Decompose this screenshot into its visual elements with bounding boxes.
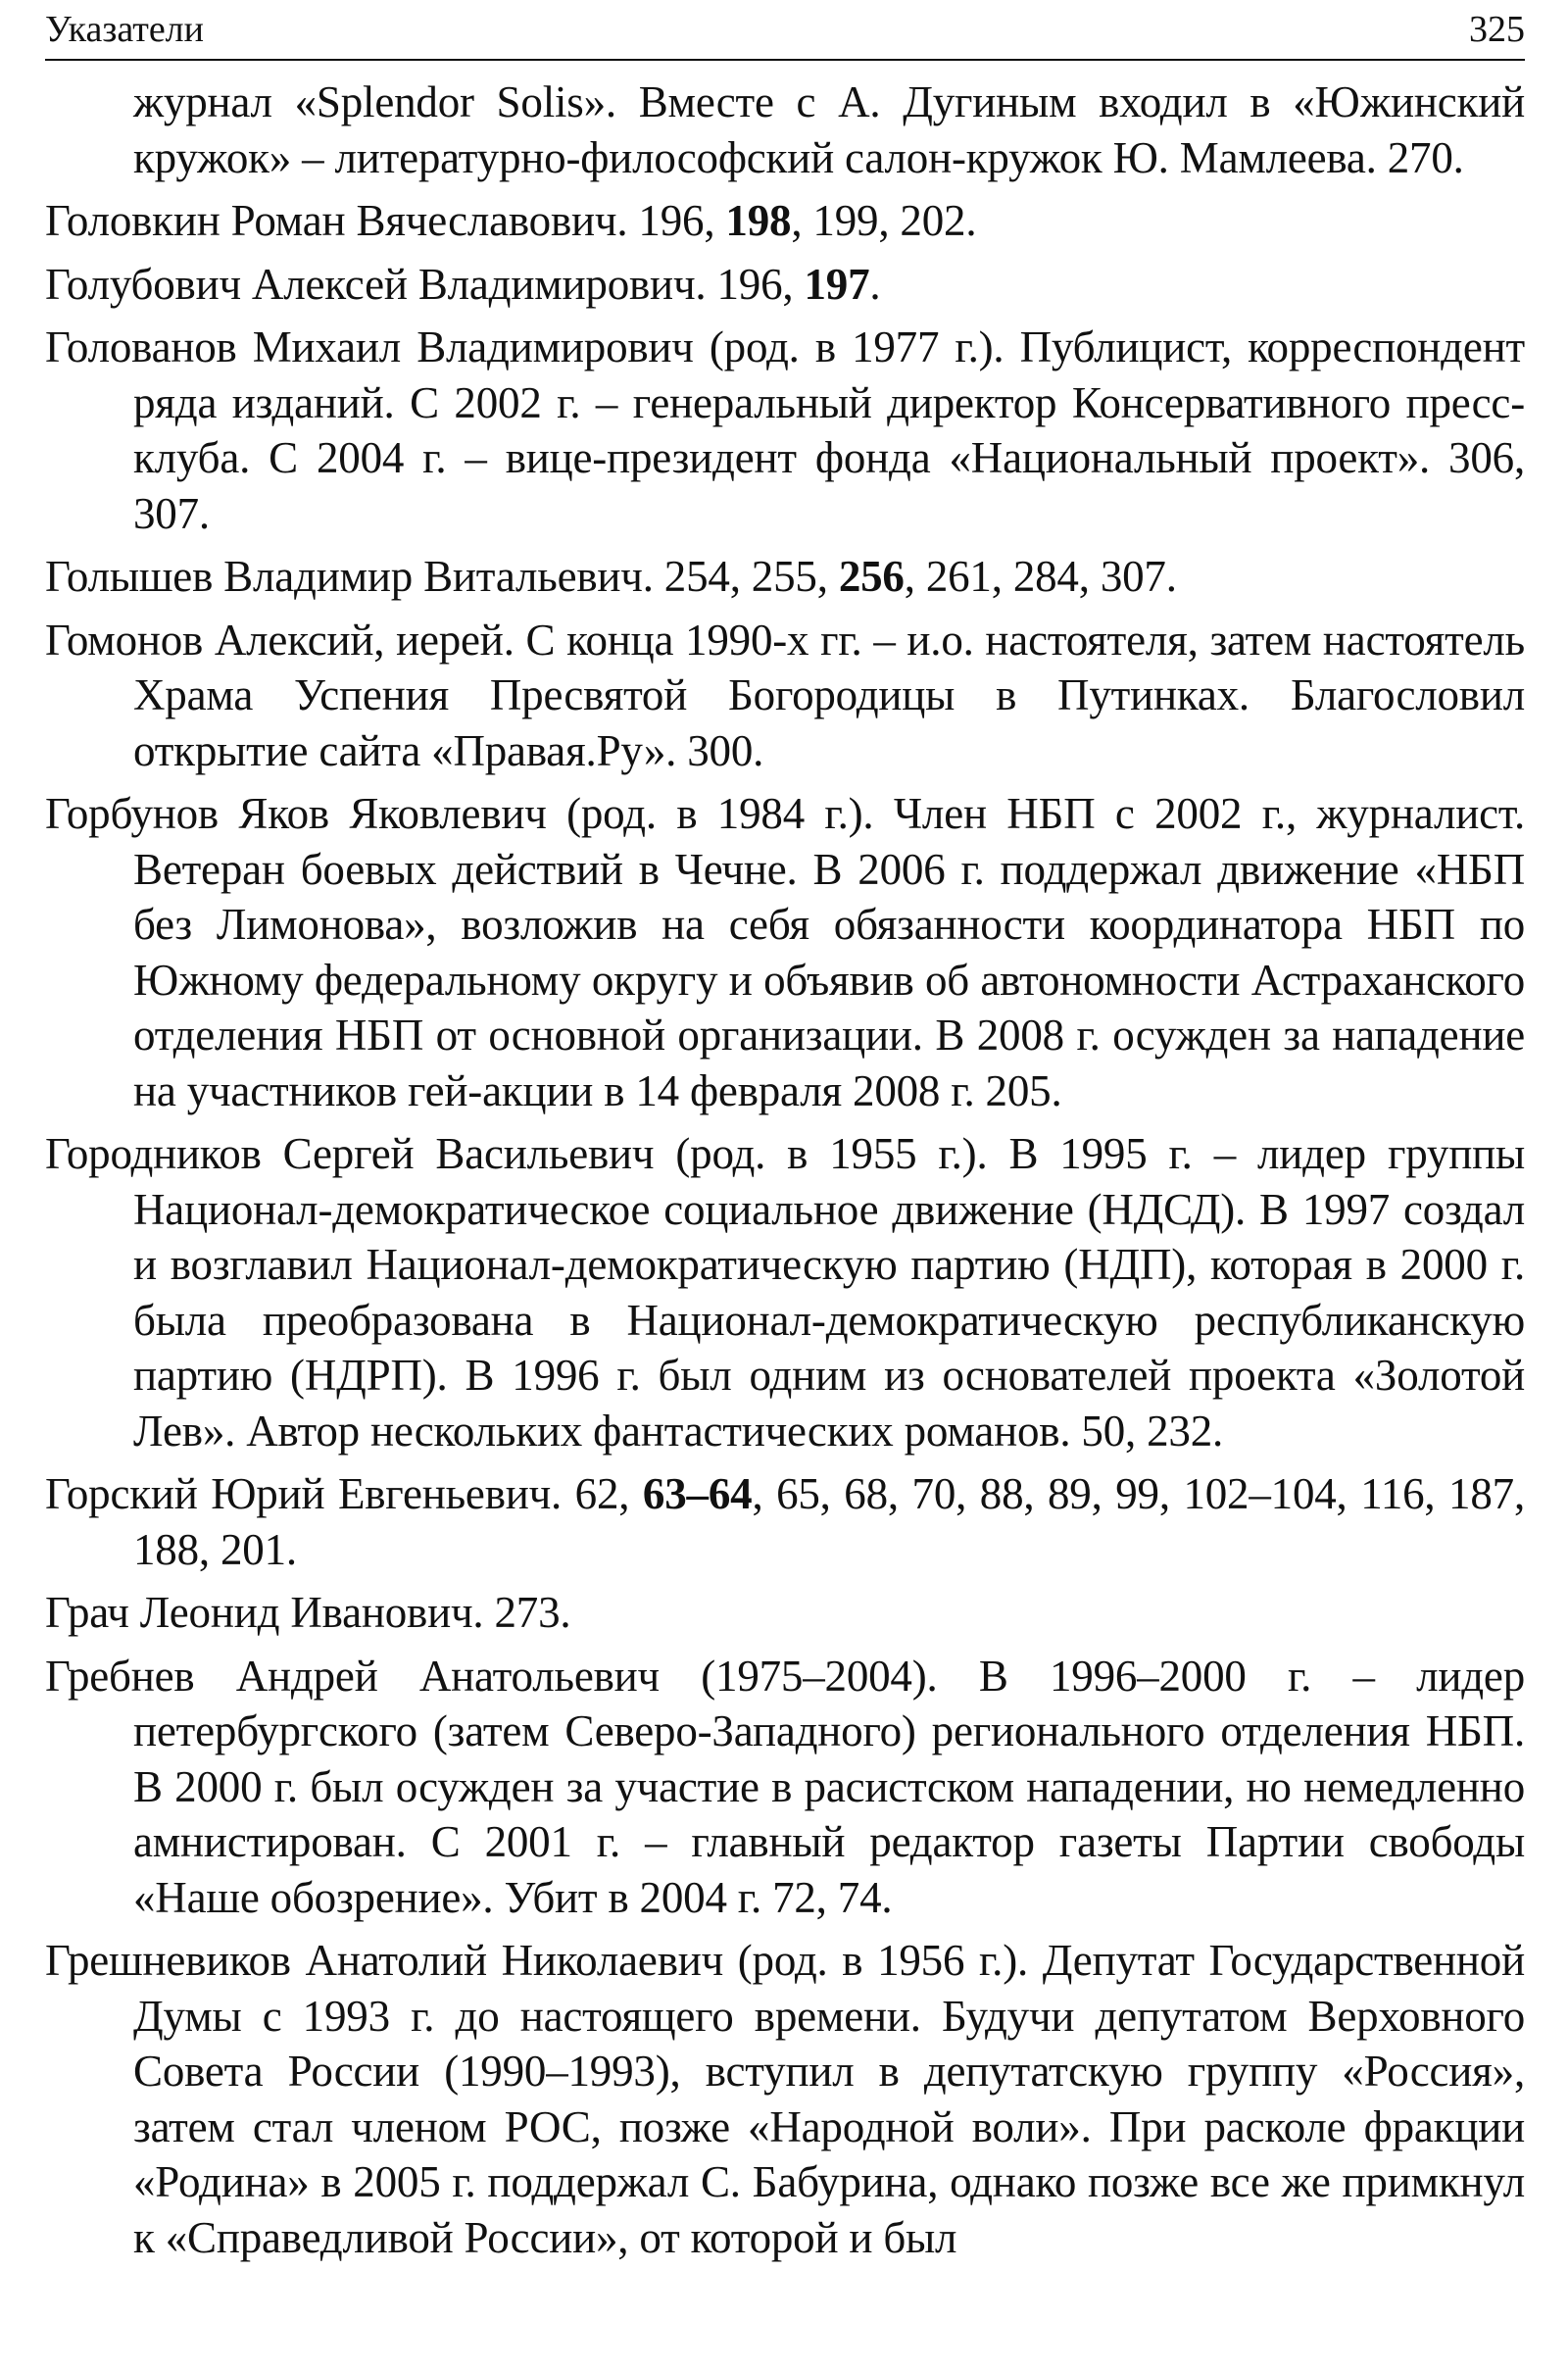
- entry-text: Городников Сергей Васильевич (род. в 1955 г.). В 1995 г. – лидер группы Национал-демократическое социальное движение (НДСД). В 1997 создал и возглавил Национал-демократическую партию (НДП), которая в 2000 г. была преобразована в Национал-демократическую республиканскую партию (НДРП). В 1996 г. был одним из основателей проекта «Золотой Лев». Автор нескольких фантастических романов. 50, 232.: [45, 1129, 1525, 1456]
- entry-text: , 261, 284, 307.: [904, 552, 1177, 601]
- index-entry: [45, 1929, 1525, 2269]
- entry-text: Голышев Владимир Витальевич. 254, 255,: [45, 552, 839, 601]
- page-number: 325: [1469, 9, 1525, 50]
- entry-text: Грач Леонид Иванович. 273.: [45, 1588, 571, 1637]
- index-entry: [45, 782, 1525, 1122]
- entry-text: журнал «Splendor Solis». Вместе с А. Дугиным входил в «Южинский кружок» – литературно-философский салон-кружок Ю. Мамлеева. 270.: [133, 77, 1525, 182]
- entry-text: Горский Юрий Евгеньевич. 62,: [45, 1469, 643, 1518]
- index-entry: [45, 1581, 1525, 1645]
- entry-text: Голубович Алексей Владимирович. 196,: [45, 259, 805, 309]
- entry-text: .: [869, 259, 881, 309]
- bold-page-ref: 63–64: [642, 1469, 753, 1518]
- entry-text: Грешневиков Анатолий Николаевич (род. в 1956 г.). Депутат Государственной Думы с 1993 г. до настоящего времени. Будучи депутатом Верховного Совета России (1990–1993), вступил в депутатскую группу «Россия», затем стал членом РОС, позже «Народной воли». При расколе фракции «Родина» в 2005 г. поддержал С. Бабурина, однако позже все же примкнул к «Справедливой России», от которой и был: [45, 1936, 1525, 2262]
- index-entry: [45, 1645, 1525, 1930]
- section-title: Указатели: [45, 9, 204, 50]
- index-entry-continuation: [45, 73, 1525, 189]
- book-page: [45, 0, 1525, 2269]
- entry-text: , 65, 68, 70, 88, 89, 99, 102–104, 116, 187, 188, 201.: [133, 1469, 1525, 1574]
- index-entries: [45, 73, 1525, 2269]
- bold-page-ref: 198: [725, 196, 792, 245]
- entry-text: , 199, 202.: [791, 196, 977, 245]
- bold-page-ref: 197: [804, 259, 870, 309]
- index-entry: [45, 253, 1525, 317]
- entry-text: Гребнев Андрей Анатольевич (1975–2004). В 1996–2000 г. – лидер петербургского (затем Северо-Западного) регионального отделения НБП. В 2000 г. был осужден за участие в расистском нападении, но немедленно амнистирован. С 2001 г. – главный редактор газеты Партии свободы «Наше обозрение». Убит в 2004 г. 72, 74.: [45, 1651, 1525, 1922]
- index-entry: [45, 609, 1525, 783]
- index-entry: [45, 189, 1525, 253]
- entry-text: Голованов Михаил Владимирович (род. в 1977 г.). Публицист, корреспондент ряда изданий. С 2002 г. – генеральный директор Консервативного пресс-клуба. С 2004 г. – вице-президент фонда «Национальный проект». 306, 307.: [45, 322, 1525, 538]
- index-entry: [45, 1462, 1525, 1581]
- index-entry: [45, 1122, 1525, 1462]
- index-entry: [45, 316, 1525, 545]
- entry-text: Гомонов Алексий, иерей. С конца 1990-х гг. – и.о. настоятеля, затем настоятель Храма Успения Пресвятой Богородицы в Путинках. Благословил открытие сайта «Правая.Ру». 300.: [45, 615, 1525, 775]
- running-header: [45, 0, 1525, 61]
- entry-text: Головкин Роман Вячеславович. 196,: [45, 196, 726, 245]
- index-entry: [45, 545, 1525, 609]
- bold-page-ref: 256: [838, 552, 905, 601]
- entry-text: Горбунов Яков Яковлевич (род. в 1984 г.). Член НБП с 2002 г., журналист. Ветеран боевых действий в Чечне. В 2006 г. поддержал движение «НБП без Лимонова», возложив на себя обязанности координатора НБП по Южному федеральному округу и объявив об автономности Астраханского отделения НБП от основной организации. В 2008 г. осужден за нападение на участников гей-акции в 14 февраля 2008 г. 205.: [45, 789, 1525, 1115]
